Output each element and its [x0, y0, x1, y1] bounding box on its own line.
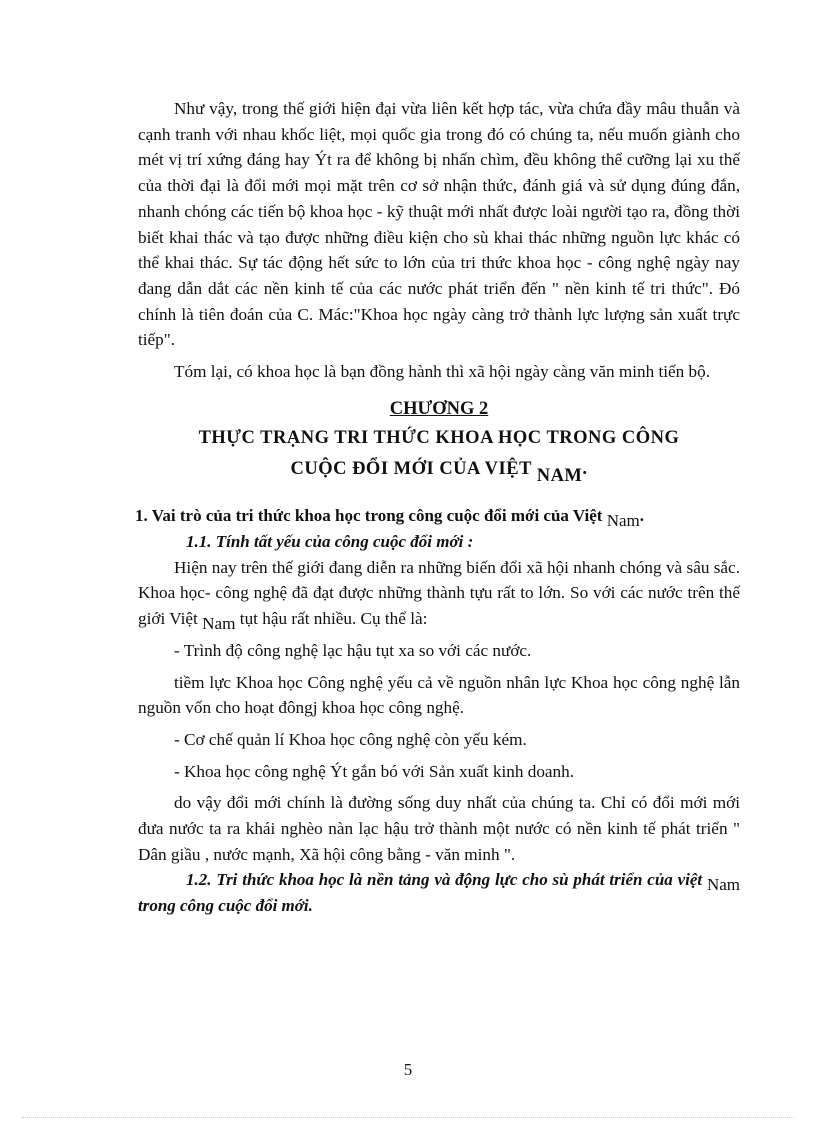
section-heading-1	[135, 503, 740, 529]
paragraph-situation	[138, 555, 740, 632]
page-bottom-divider	[22, 1117, 794, 1118]
subsection-heading-1-2	[138, 867, 740, 919]
chapter-subtitle-line2	[138, 454, 740, 485]
bullet-tech-level: - Trình độ công nghệ lạc hậu tụt xa so với các nước.	[174, 640, 532, 660]
paragraph-potential: tiềm lực Khoa học Công nghệ yếu cả về nguồn nhân lực Khoa học công nghệ lẫn nguồn vốn cho hoạt đôngj khoa học công nghệ.	[138, 672, 740, 718]
chapter-subtitle-line2-text: CUỘC ĐỔI MỚI CỦA VIỆT	[290, 458, 532, 479]
paragraph-situation-nam: Nam	[202, 614, 236, 634]
paragraph-renovation: do vậy đổi mới chính là đường sống duy nhất của chúng ta. Chỉ có đổi mới mới đưa nước ta ra khái nghèo nàn lạc hậu trở thành một nước có nền kinh tế phát triển " Dân giầu , nước mạnh, Xã hội công bằng - văn minh ".	[138, 793, 740, 864]
chapter-title: CHƯƠNG 2	[389, 398, 489, 419]
page-content	[135, 96, 741, 919]
paragraph-conclusion: Tóm lại, có khoa học là bạn đồng hành thì xã hội ngày càng văn minh tiến bộ.	[174, 362, 711, 382]
chapter-subtitle-line2-nam: NAM	[536, 465, 583, 486]
subsection-heading-1-2-nam: Nam	[706, 875, 741, 895]
paragraph-situation-end: tụt hậu rất nhiều. Cụ thể là:	[239, 609, 428, 629]
subsection-heading-1-2-text: 1.2. Tri thức khoa học là nền tảng và động lực cho sù phát triển của việt	[186, 870, 703, 890]
chapter-subtitle-line2-end: .	[582, 458, 588, 479]
subsection-heading-1-1: 1.1. Tính tất yếu của công cuộc đổi mới :	[186, 531, 474, 551]
section-heading-1-text: 1. Vai trò của tri thức khoa học trong công cuộc đổi mới của Việt	[135, 505, 603, 525]
bullet-production: - Khoa học công nghệ Ýt gắn bó với Sản xuất kinh doanh.	[174, 761, 575, 781]
section-heading-1-nam: Nam	[606, 510, 640, 530]
paragraph-situation-text: Hiện nay trên thế giới đang diễn ra những biến đổi xã hội nhanh chóng và sâu sắc. Khoa học- công nghệ đã đạt được những thành tựu rất to lớn. So với các nước trên thế giới Việt	[138, 557, 740, 629]
section-heading-1-end: .	[639, 505, 644, 525]
subsection-heading-1-2-end: trong công cuộc đổi mới.	[138, 896, 313, 916]
page-number: 5	[403, 1060, 413, 1079]
chapter-subtitle-line1: THỰC TRẠNG TRI THỨC KHOA HỌC TRONG CÔNG	[198, 427, 680, 448]
bullet-management: - Cơ chế quản lí Khoa học công nghệ còn yếu kém.	[174, 729, 527, 749]
paragraph-intro: Như vậy, trong thế giới hiện đại vừa liên kết hợp tác, vừa chứa đầy mâu thuẫn và cạnh tranh với nhau khốc liệt, mọi quốc gia trong đó có chúng ta, nếu muốn giành cho mét vị trí xứng đáng hay Ýt ra để không bị nhấn chìm, đều không thể cưỡng lại xu thế của thời đại là đổi mới mọi mặt trên cơ sở nhận thức, đánh giá và sử dụng đúng đắn, nhanh chóng các tiến bộ khoa học - kỹ thuật mới nhất được loài người tạo ra, đồng thời biết khai thác và tạo được những điều kiện cho sù khai thác những nguồn lực khác có thể khai thác. Sự tác động hết sức to lớn của tri thức khoa học - công nghệ ngày nay đang dẫn dắt các nền kinh tế của các nước phát triển đến " nền kinh tế tri thức". Đó chính là tiên đoán của C. Mác:"Khoa học ngày càng trở thành lực lượng sản xuất trực tiếp".	[138, 99, 740, 350]
